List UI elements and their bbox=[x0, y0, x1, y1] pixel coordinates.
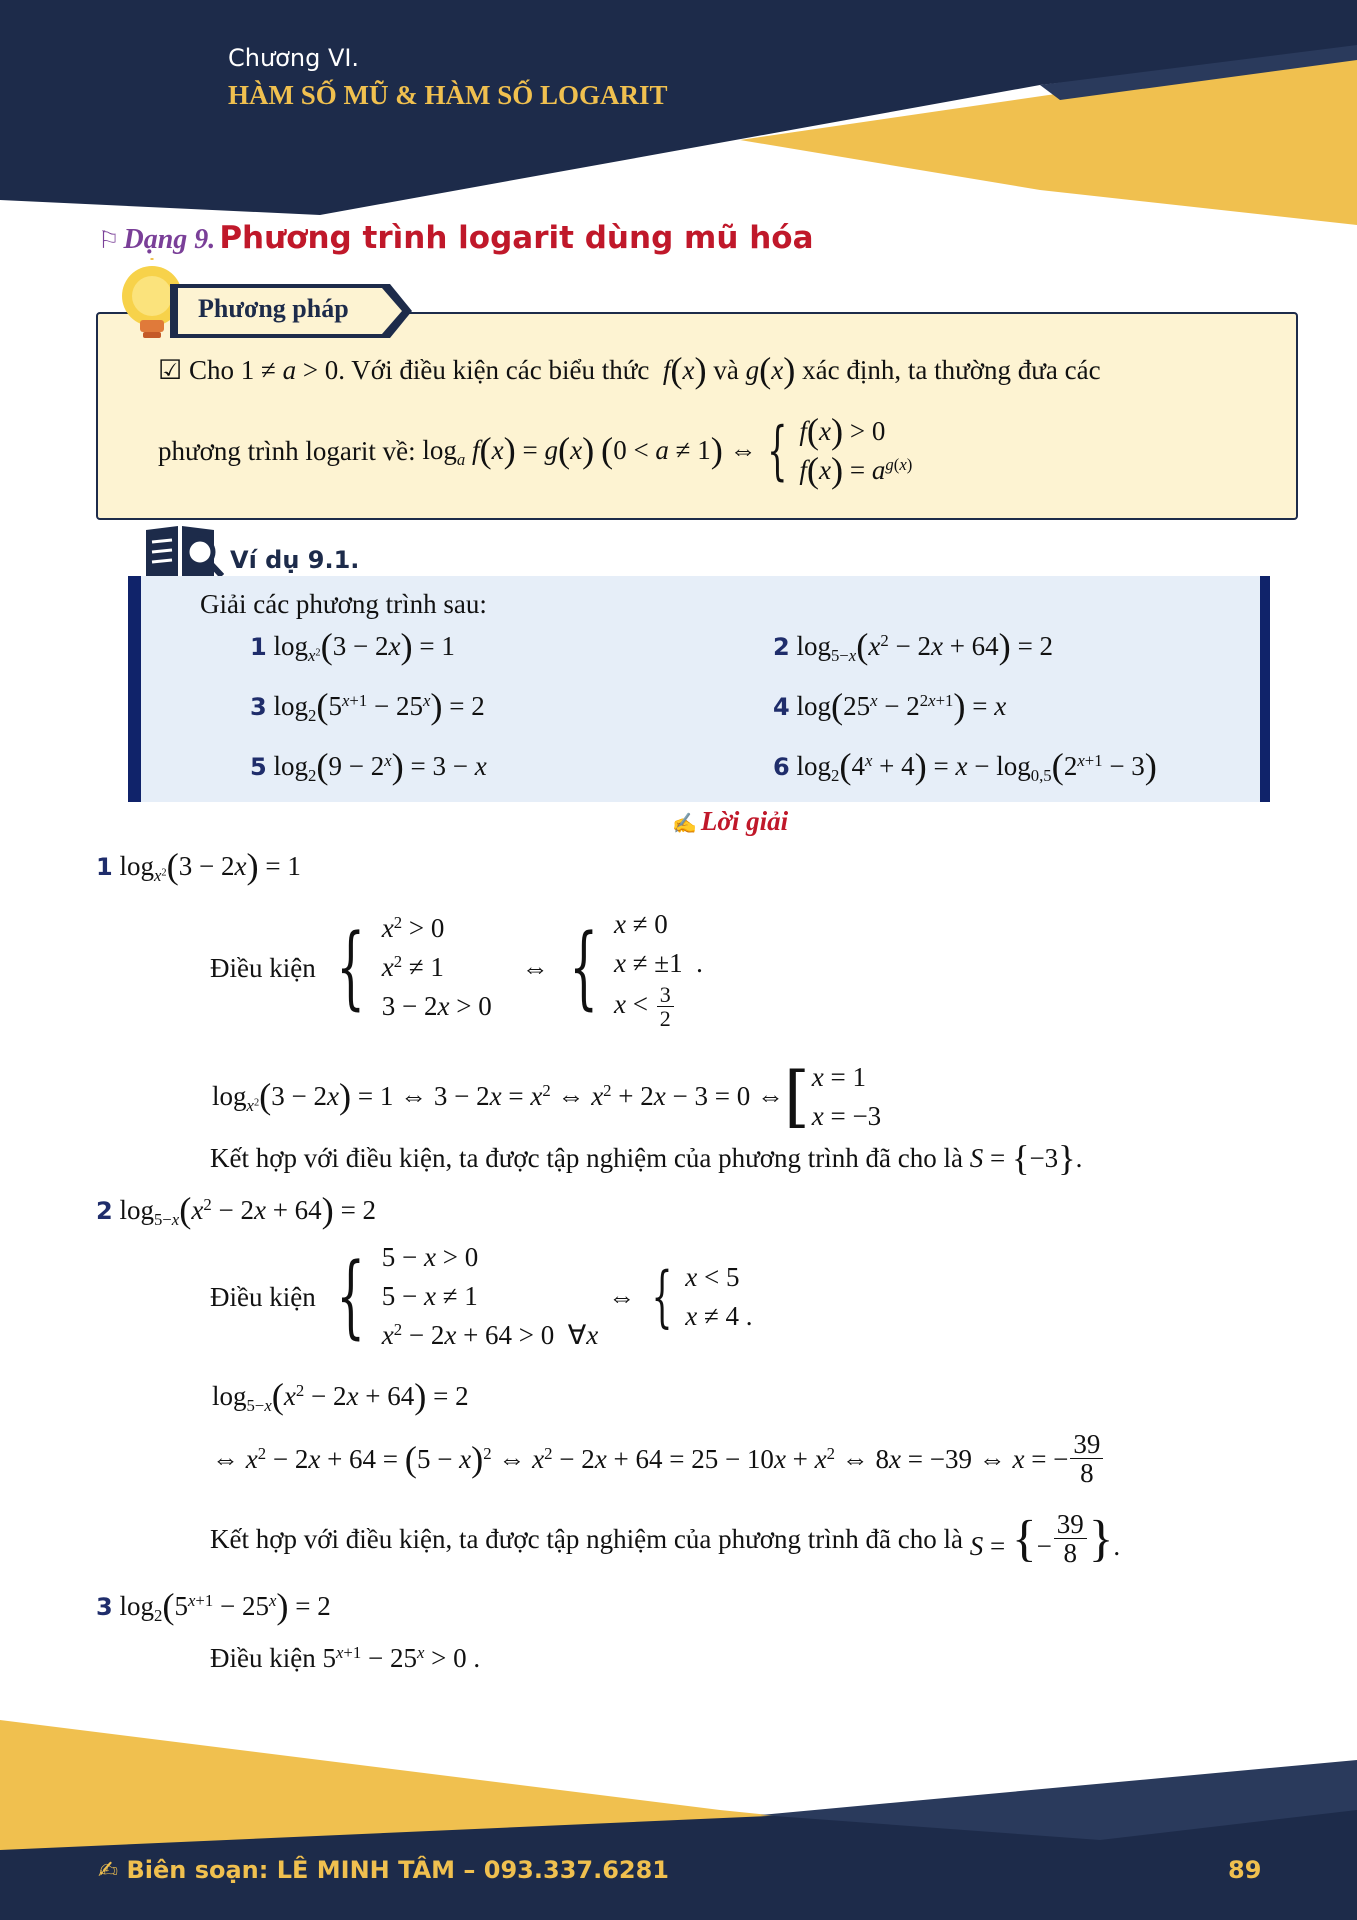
chapter-title: HÀM SỐ MŨ & HÀM SỐ LOGARIT bbox=[228, 80, 668, 110]
problem-5: 5 $\log_2(9 - 2^x) = 3 - x$ bbox=[250, 746, 487, 786]
header-decoration bbox=[0, 0, 1357, 230]
footer-author: ✍ Biên soạn: LÊ MINH TÂM – 093.337.6281 bbox=[98, 1856, 669, 1884]
solution-1-condition: Điều kiện { $x^2 > 0$ $x^2 \ne 1$ 3 − 2x > 0 ⇔ { x ≠ 0 x ≠ ±1 . x < $\frac{3}{2}$ bbox=[210, 909, 703, 1032]
solution-3-condition: Điều kiện $5^{x+1} - 25^x > 0$ . bbox=[210, 1642, 481, 1673]
solution-2-work-2: ⇔ $x^2 - 2x + 64 = (5 - x)^2$ ⇔ $x^2 - 2x + 64 = 25 - 10x + x^2$ ⇔ 8x = −39 ⇔ x = − $\frac{39}{8}$ bbox=[212, 1430, 1105, 1488]
page-number: 89 bbox=[1228, 1856, 1262, 1884]
solution-2-work-1: $\log_{5-x}(x^2 - 2x + 64) = 2$ bbox=[212, 1376, 469, 1416]
footer-decoration bbox=[0, 1700, 1357, 1920]
example-label: Ví dụ 9.1. bbox=[230, 546, 360, 574]
example-left-bar bbox=[128, 576, 141, 802]
section-heading bbox=[98, 220, 814, 256]
problem-3: 3 $\log_2(5^{x+1} - 25^x) = 2$ bbox=[250, 686, 485, 726]
flag-icon: ⚐ bbox=[98, 228, 120, 254]
checkbox-icon: ☑ bbox=[158, 355, 183, 386]
method-line-2: phương trình logarit về: $\log_a f(x) = g(x) (0 < a \ne 1)$ ⇔ { f(x) > 0 $f(x) = a^{g(x)}$ bbox=[158, 410, 913, 491]
section-label: Dạng 9. bbox=[123, 224, 216, 255]
method-line-1: ☑ Cho 1 ≠ a > 0. Với điều kiện các biểu thức f(x) và g(x) xác định, ta thường đưa các bbox=[158, 350, 1101, 390]
example-right-bar bbox=[1260, 576, 1270, 802]
section-title: Phương trình logarit dùng mũ hóa bbox=[219, 220, 814, 256]
pencil-icon: ✍ bbox=[672, 813, 697, 835]
solution-1-conclusion: Kết hợp với điều kiện, ta được tập nghiệm của phương trình đã cho là S = {−3}. bbox=[210, 1138, 1083, 1178]
problem-2: 2 $\log_{5-x}(x^2 - 2x + 64) = 2$ bbox=[773, 626, 1054, 666]
chapter-label: Chương VI. bbox=[228, 44, 360, 72]
solution-2-statement: 2 $\log_{5-x}(x^2 - 2x + 64) = 2$ bbox=[96, 1190, 377, 1230]
quill-icon: ✍ bbox=[98, 1856, 119, 1884]
problem-1: 1 $\log_{x^2}(3 - 2x) = 1$ bbox=[250, 626, 455, 666]
book-search-icon bbox=[142, 522, 224, 582]
solution-heading: ✍ Lời giải bbox=[672, 806, 789, 836]
method-tab-label: Phương pháp bbox=[198, 294, 349, 323]
problem-4: 4 $\log(25^x - 2^{2x+1}) = x$ bbox=[773, 686, 1007, 726]
solution-2-condition: Điều kiện { 5 − x > 0 5 − x ≠ 1 $x^2 - 2x + 64 > 0$ ∀x ⇔ { x < 5 x ≠ 4 . bbox=[210, 1242, 753, 1351]
solution-1-statement: 1 $\log_{x^2}(3 - 2x) = 1$ bbox=[96, 846, 301, 886]
solution-1-work: $\log_{x^2}(3 - 2x) = 1$ ⇔ $3 - 2x = x^2$ ⇔ $x^2 + 2x - 3 = 0$ ⇔ [ x = 1 x = −3 bbox=[212, 1058, 882, 1136]
solution-2-conclusion: Kết hợp với điều kiện, ta được tập nghiệm của phương trình đã cho là S = {− $\frac{39}{8}$ }. bbox=[210, 1509, 1121, 1569]
example-prompt: Giải các phương trình sau: bbox=[200, 589, 487, 619]
problem-6: 6 $\log_2(4^x + 4) = x - \log_{0,5}(2^{x+1} - 3)$ bbox=[773, 746, 1157, 786]
solution-3-statement: 3 $\log_2(5^{x+1} - 25^x) = 2$ bbox=[96, 1586, 331, 1626]
